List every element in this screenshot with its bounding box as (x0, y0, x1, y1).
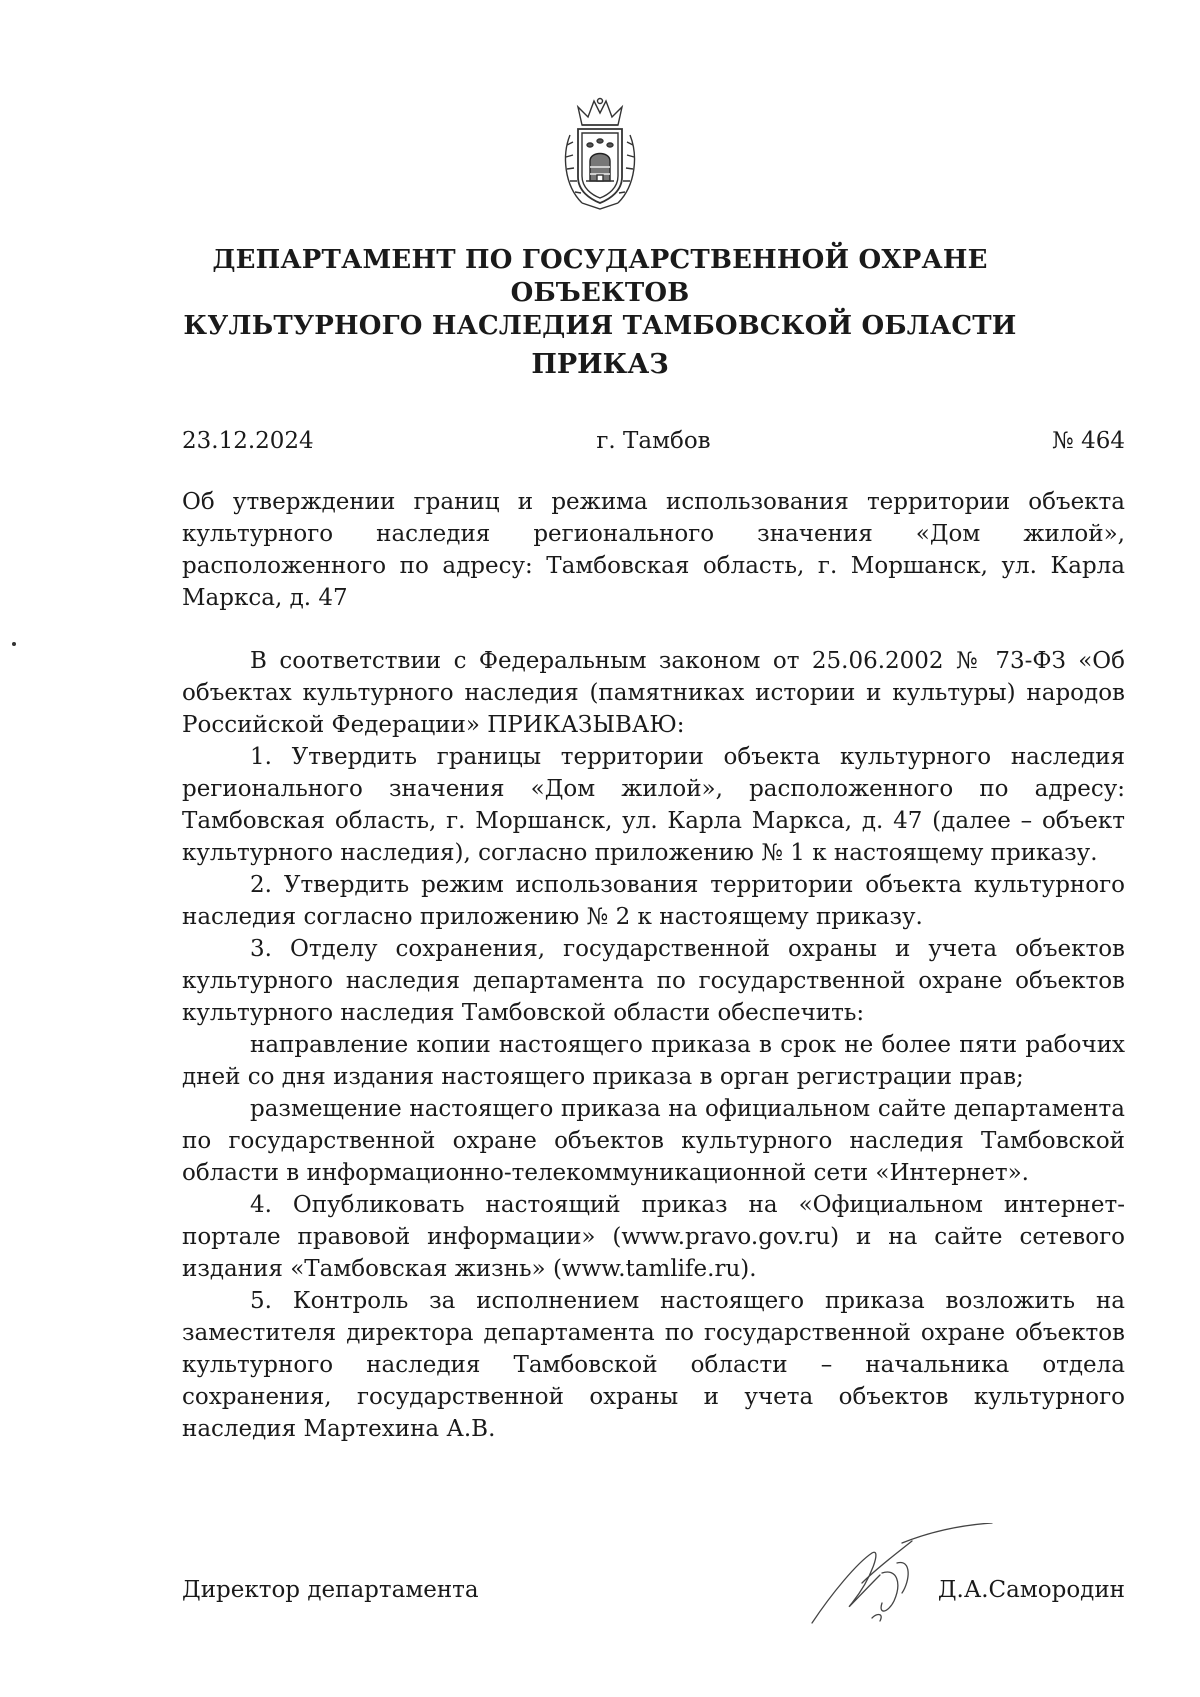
signature-block (182, 1558, 1125, 1618)
item-1-paragraph: 1. Утвердить границы территории объекта культурного наследия регионального значения «Дом жилой», расположенного по адресу: Тамбовская область, г. Моршанск, ул. Карла Маркса, д. 47 (далее – объект культурного наследия), согласно приложению № 1 к настоящему приказу. (182, 744, 1125, 866)
item-5-paragraph: 5. Контроль за исполнением настоящего приказа возложить на заместителя директора департамента по государственной охране объектов культурного наследия Тамбовской области – начальника отдела сохранения, государственной охраны и учета объектов культурного наследия Мартехина А.В. (182, 1288, 1125, 1442)
item-4-paragraph: 4. Опубликовать настоящий приказ на «Официальном интернет-портале правовой информации» (www.pravo.gov.ru) и на сайте сетевого издания «Тамбовская жизнь» (www.tamlife.ru). (182, 1192, 1125, 1282)
signatory-name: Д.А.Самородин (937, 1577, 1125, 1603)
signatory-position: Директор департамента (182, 1577, 479, 1603)
order-subject: Об утверждении границ и режима использования территории объекта культурного наследия регионального значения «Дом жилой», расположенного по адресу: Тамбовская область, г. Моршанск, ул. Карла Маркса, д. 47 (182, 489, 1125, 611)
order-meta (182, 425, 1125, 457)
item-2-paragraph: 2. Утвердить режим использования территории объекта культурного наследия согласно приложению № 2 к настоящему приказу. (182, 872, 1125, 930)
order-title: ПРИКАЗ (531, 349, 669, 380)
item-3a-paragraph: направление копии настоящего приказа в срок не более пяти рабочих дней со дня издания настоящего приказа в орган регистрации прав; (182, 1032, 1125, 1090)
order-city: г. Тамбов (596, 428, 711, 454)
department-title-line2: КУЛЬТУРНОГО НАСЛЕДИЯ ТАМБОВСКОЙ ОБЛАСТИ (183, 311, 1017, 341)
preamble-paragraph: В соответствии с Федеральным законом от 25.06.2002 № 73-ФЗ «Об объектах культурного наследия (памятниках истории и культуры) народов Российской Федерации» ПРИКАЗЫВАЮ: (182, 648, 1125, 738)
item-3-paragraph: 3. Отделу сохранения, государственной охраны и учета объектов культурного наследия департамента по государственной охране объектов культурного наследия Тамбовской области обеспечить: (182, 936, 1125, 1026)
department-title-line1: ДЕПАРТАМЕНТ ПО ГОСУДАРСТВЕННОЙ ОХРАНЕ ОБЪЕКТОВ (212, 245, 988, 308)
scan-speck (12, 642, 16, 646)
order-body (182, 645, 1125, 1445)
coat-of-arms-icon (560, 95, 640, 213)
order-date: 23.12.2024 (182, 428, 314, 454)
department-title (150, 244, 1050, 343)
order-number: № 464 (1052, 428, 1125, 454)
item-3b-paragraph: размещение настоящего приказа на официальном сайте департамента по государственной охране объектов культурного наследия Тамбовской области в информационно-телекоммуникационной сети «Интернет». (182, 1096, 1125, 1186)
